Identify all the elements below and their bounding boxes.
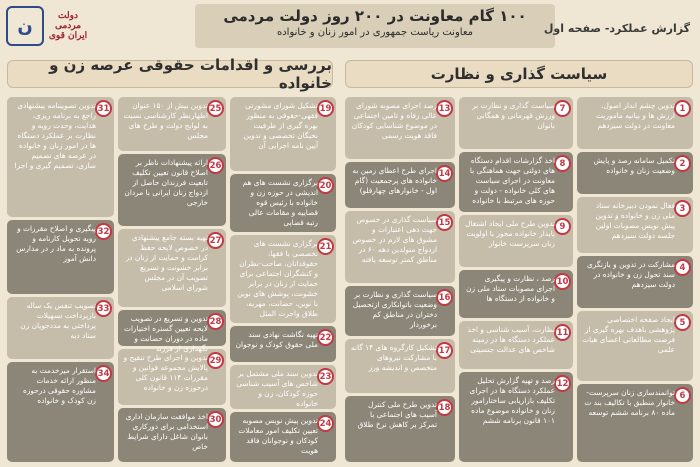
card-text: نظارت، آسیب شناسی و اخذ عملکرد دستگاه ها در زمینه شاخص های عدالت جنسیتی bbox=[467, 325, 555, 354]
step-badge: 33 bbox=[95, 300, 112, 317]
step-badge: 16 bbox=[436, 289, 453, 306]
card-text: برگزاری نشست های تخصصی با فقها، حقوقدانان، صاحب-نظران و کنشگران اجتماعی برای حمایت از زنان در برابر خشونت، پوشش های نوین با نوین، حضانت، مهریه، طلاق واجرت المثل bbox=[237, 239, 318, 318]
card-text: تدوین و تسریع در تصویب لایحه تعیین گستره اختیارات ماده در دوران حضانت و نگهداری از فرزند bbox=[124, 314, 208, 353]
card-3 bbox=[577, 197, 693, 253]
card-text: اجرای طرح اعطای زمین به خانواده های پرجمعیت (گام اول - خانوارهای چهارقلو) bbox=[352, 166, 437, 195]
card-text: مشارکت در تدوین و بازنگری سند تحول زن و خانواده در دولت سیزدهم bbox=[586, 260, 675, 289]
card-14 bbox=[345, 162, 455, 208]
card-5 bbox=[577, 311, 693, 381]
card-text: تهیه بسته جامع پیشنهادی در خصوص لایحه حفظ کرامت و حمایت از زنان در برابر خشونت و تسریع تصویب آن در مجلس شورای اسلامی bbox=[125, 233, 208, 292]
card-27 bbox=[118, 229, 226, 307]
step-badge: 15 bbox=[436, 214, 453, 231]
step-badge: 29 bbox=[207, 352, 224, 369]
step-badge: 8 bbox=[554, 155, 571, 172]
card-1 bbox=[577, 97, 693, 149]
card-22 bbox=[230, 326, 336, 362]
step-badge: 4 bbox=[674, 259, 691, 276]
government-logo: دولت مردمی ایران قوی bbox=[48, 11, 88, 41]
card-text: سیاست گذاری در خصوص جهت دهی اعتبارات و مشوق های لازم در خصوص ازدواج متولدین دهه ۶۰ در مناطق کمتر توسعه یافته bbox=[352, 215, 437, 264]
card-text: تدوین سند ملی مشتمل بر شاخص های آسیب شناسی حوزه کودکان، زن و خانواده bbox=[236, 369, 318, 408]
page-title: ۱۰۰ گام معاونت در ۲۰۰ روز دولت مردمی bbox=[223, 7, 527, 25]
card-text: تدوین چشم انداز اصول، ارزش ها و بیانیه ماموریت معاونت در دولت سیزدهم bbox=[596, 101, 675, 130]
card-18 bbox=[345, 396, 455, 462]
step-badge: 13 bbox=[436, 100, 453, 117]
card-11 bbox=[459, 321, 573, 369]
step-badge: 27 bbox=[207, 232, 224, 249]
step-badge: 23 bbox=[317, 368, 334, 385]
card-text: رصد و تهیه گزارش تحلیل عملکرد دستگاه ها در اجرای تکلیف بازاریابی ساختارامور زنان و خانواده موضوع ماده ۱۰۱ قانون برنامه ششم bbox=[469, 376, 555, 425]
card-29 bbox=[118, 349, 226, 405]
card-text: سیاست گذاری و نظارت بر ورزش قهرمانی و همگانی بانوان bbox=[472, 101, 555, 130]
step-badge: 7 bbox=[554, 100, 571, 117]
step-badge: 17 bbox=[436, 342, 453, 359]
card-15 bbox=[345, 211, 455, 283]
step-badge: 14 bbox=[436, 165, 453, 182]
step-badge: 18 bbox=[436, 399, 453, 416]
card-33 bbox=[7, 297, 114, 359]
card-text: برگزاری نشست های هم اندیشی در حوزه زن و خانواده با رئیس قوه قضاییه و مقامات عالی رتبه قضایی bbox=[242, 178, 318, 227]
card-21 bbox=[230, 235, 336, 323]
card-text: تکمیل سامانه رصد و پایش وضعیت زنان و خانواده bbox=[593, 156, 675, 175]
step-badge: 12 bbox=[554, 375, 571, 392]
card-10 bbox=[459, 270, 573, 318]
card-2 bbox=[577, 152, 693, 194]
step-badge: 19 bbox=[317, 100, 334, 117]
step-badge: 10 bbox=[554, 273, 571, 290]
step-badge: 28 bbox=[207, 313, 224, 330]
step-badge: 31 bbox=[95, 100, 112, 117]
step-badge: 30 bbox=[207, 411, 224, 428]
step-badge: 11 bbox=[554, 324, 571, 341]
card-text: تشکیل شورای مشورتی فقهی-حقوقی به منظور بهره گیری از ظرفیت نخبگان تخصصی و تدوین آیین نامه اجرایی آن bbox=[243, 101, 318, 150]
card-24 bbox=[230, 412, 336, 462]
card-text: تدوین طرح ملی ایجاد اشتغال پایدار خانواده محور با اولویت زنان سرپرست خانوار bbox=[465, 219, 555, 248]
card-30 bbox=[118, 408, 226, 462]
card-25 bbox=[118, 97, 226, 151]
card-text: اخذ موافقت سازمان اداری استخدامی برای دورکاری بانوان شاغل دارای شرایط خاص bbox=[125, 412, 208, 451]
card-text: پیگیری و اصلاح مقررات و رویه تحویل کارنامه و پرونده به ماد ر در مدارس دانش آموز bbox=[16, 224, 96, 263]
card-28 bbox=[118, 310, 226, 353]
header bbox=[0, 0, 700, 52]
card-text: تدوین بیش از ۱۵۰ عنوان اظهارنظر کارشناسی نسبت به لوایح دولت و طرح های مجلس bbox=[123, 101, 208, 140]
card-text: تهیه نگاشت نهادی سند ملی حقوق کودک و نوجوان bbox=[235, 330, 318, 349]
step-badge: 24 bbox=[317, 415, 334, 432]
step-badge: 2 bbox=[674, 155, 691, 172]
card-12 bbox=[459, 372, 573, 462]
card-16 bbox=[345, 286, 455, 336]
step-badge: 6 bbox=[674, 387, 691, 404]
title-box bbox=[195, 4, 555, 48]
card-19 bbox=[230, 97, 336, 171]
card-text: تدوین طرح ملی کنترل آسیب های اجتماعی با تمرکز بر کاهش نرخ طلاق bbox=[357, 400, 437, 429]
card-text: رصد ، نظارت و پیگیری اجرای مصوبات ستاد ملی زن و خانواده از دستگاه ها bbox=[466, 274, 555, 303]
page-subtitle: معاونت ریاست جمهوری در امور زنان و خانواده bbox=[276, 27, 474, 38]
step-badge: 1 bbox=[674, 100, 691, 117]
card-20 bbox=[230, 174, 336, 232]
step-badge: 5 bbox=[674, 314, 691, 331]
step-badge: 26 bbox=[207, 157, 224, 174]
card-8 bbox=[459, 152, 573, 212]
card-text: ایجاد صفحه اختصاصی پژوهشی باهدف بهره گیری از فرصت مطالعاتی اعضای هیات علمی bbox=[582, 315, 675, 354]
step-badge: 9 bbox=[554, 218, 571, 235]
step-badge: 32 bbox=[95, 223, 112, 240]
step-badge: 22 bbox=[317, 329, 334, 346]
card-13 bbox=[345, 97, 455, 159]
card-4 bbox=[577, 256, 693, 308]
step-badge: 20 bbox=[317, 177, 334, 194]
card-7 bbox=[459, 97, 573, 149]
card-17 bbox=[345, 339, 455, 393]
card-text: تدوین پیش نویس مصوبه تعیین تکلیف امور معاملات کودکان و نوجوانان فاقد هویت bbox=[238, 416, 318, 455]
card-23 bbox=[230, 365, 336, 409]
section-policy-heading: سیاست گذاری و نظارت bbox=[345, 60, 693, 88]
card-34 bbox=[7, 362, 114, 462]
step-badge: 25 bbox=[207, 100, 224, 117]
card-text: تشکیل کارگروه های ۱۴ گانه با مشارکت نیروهای متخصص و اندیشه ورز bbox=[350, 343, 437, 372]
card-text: تدوین تصویبنامه پیشنهادی راجع به برنامه ریزی، هدایت، وحدت رویه و نظارت بر عملکرد دستگاه ها در امور زنان و خانواده در عرصه های تصمیم سازی، تصمیم گیری و اجرا bbox=[14, 101, 96, 170]
step-badge: 3 bbox=[674, 200, 691, 217]
emblem-logo: ن bbox=[6, 6, 44, 46]
card-6 bbox=[577, 384, 693, 462]
card-text: ارائه پیشنهادات ناظر بر اصلاح قانون تعیین تکلیف تابعیت فرزندان حاصل از ازدواج زنان ایرانی با مردان خارجی bbox=[124, 158, 208, 207]
card-text: تصویب تنفس یک ساله بازپرداخت تسهیلات پرداختی به مددجویان زن ستاد دیه bbox=[20, 301, 96, 340]
card-31 bbox=[7, 97, 114, 217]
report-label: گزارش عملکرد- صفحه اول bbox=[543, 22, 690, 35]
card-26 bbox=[118, 154, 226, 226]
section-legal-heading: بررسی و اقدامات حقوقی عرصه زن و خانواده bbox=[7, 60, 333, 88]
card-text: رصد اجرای مصوبه شورای عالی رفاه و تامین اجتماعی در موضوع شناسایی کودکان فاقد هویت رسمی bbox=[351, 101, 437, 140]
card-32 bbox=[7, 220, 114, 294]
card-text: اخذ گزارشات اقدام دستگاه های دولتی جهت هماهنگی با معاونت در اجرای سیاست های کلی خانواده - دولت و حوزه های مرتبط با خانواده bbox=[469, 156, 555, 205]
card-text: توانمندسازی زنان سرپرست- خانوار منطبق با تکالیف بند ت ماده ۸۰ برنامه ششم توسعه bbox=[584, 388, 675, 417]
step-badge: 34 bbox=[95, 365, 112, 382]
card-9 bbox=[459, 215, 573, 267]
card-text: سیاست گذاری و نظارت بر وضعیت باتوانکاری ازتحصیل دختران در مناطق کم برخوردار bbox=[352, 290, 437, 329]
card-text: فعال نمودن دبیرخانه ستاد ملی زن و خانواده و تدوین پیش نویس مصوبات اولین جلسه دولت سیزدهم bbox=[595, 201, 675, 240]
card-text: استقرار میزخدمت به منظور ارائه خدمات مشاوره حقوقی درحوزه زن کودک و خانواده bbox=[22, 366, 96, 405]
step-badge: 21 bbox=[317, 238, 334, 255]
card-text: تدوین و اجرای طرح تنقیح و پالایش مجموعه قوانین و مقررات ۱۱۴ قانون کلی درحوزه زن و خانواده bbox=[123, 353, 208, 392]
